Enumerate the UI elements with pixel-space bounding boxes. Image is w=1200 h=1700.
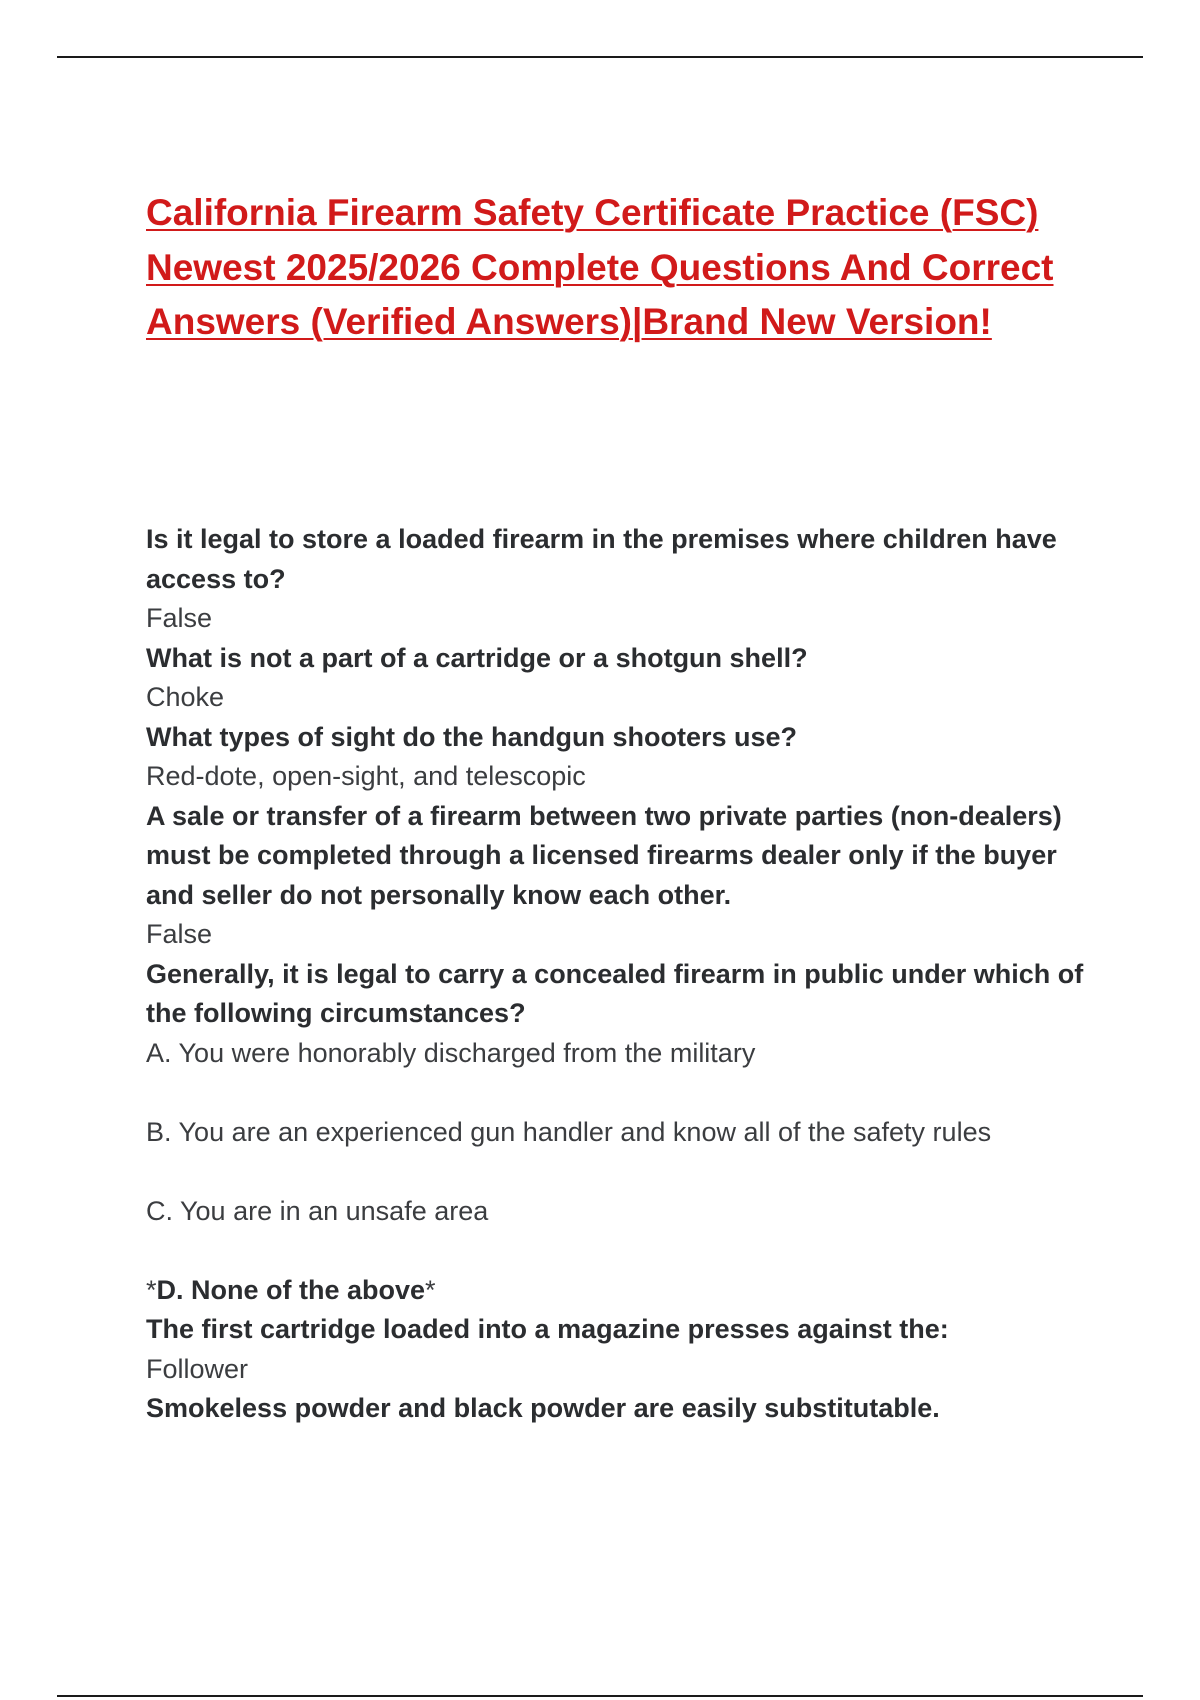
question-4: A sale or transfer of a firearm between two private parties (non-dealers) must be completed through a licensed firearms dealer only if the buyer and seller do not personally know each other.	[146, 800, 1062, 910]
correct-option-text: D. None of the above	[156, 1274, 426, 1305]
question-3: What types of sight do the handgun shooters use?	[146, 721, 798, 752]
option-spacer	[146, 1152, 1106, 1192]
question-7: Smokeless powder and black powder are easily substitutable.	[146, 1393, 940, 1423]
answer-option-c: C. You are in an unsafe area	[146, 1195, 489, 1226]
question-1: Is it legal to store a loaded firearm in the premises where children have access to?	[146, 524, 1057, 594]
answer-4: False	[146, 919, 213, 949]
answer-option-a: A. You were honorably discharged from the military	[146, 1037, 756, 1068]
answer-1: False	[146, 603, 213, 633]
top-rule	[57, 56, 1143, 58]
answer-3: Red-dote, open-sight, and telescopic	[146, 761, 586, 791]
answer-2: Choke	[146, 682, 225, 712]
answer-6: Follower	[146, 1353, 249, 1384]
question-5: Generally, it is legal to carry a concealed firearm in public under which of the following circumstances?	[146, 958, 1084, 1028]
question-2: What is not a part of a cartridge or a shotgun shell?	[146, 642, 808, 673]
answer-option-b: B. You are an experienced gun handler and know all of the safety rules	[146, 1116, 992, 1147]
bottom-rule	[57, 1695, 1143, 1697]
question-6: The first cartridge loaded into a magazine presses against the:	[146, 1314, 949, 1344]
option-spacer	[146, 1231, 1106, 1271]
asterisk-mark: *	[425, 1274, 436, 1305]
asterisk-mark: *	[146, 1274, 157, 1305]
answer-option-d-correct	[146, 1271, 1106, 1311]
document-title: California Firearm Safety Certificate Practice (FSC) Newest 2025/2026 Complete Questions And Correct Answers (Verified Answers)|Brand New Version!	[146, 192, 1054, 342]
option-spacer	[146, 1073, 1106, 1113]
qa-list	[146, 520, 1106, 1429]
